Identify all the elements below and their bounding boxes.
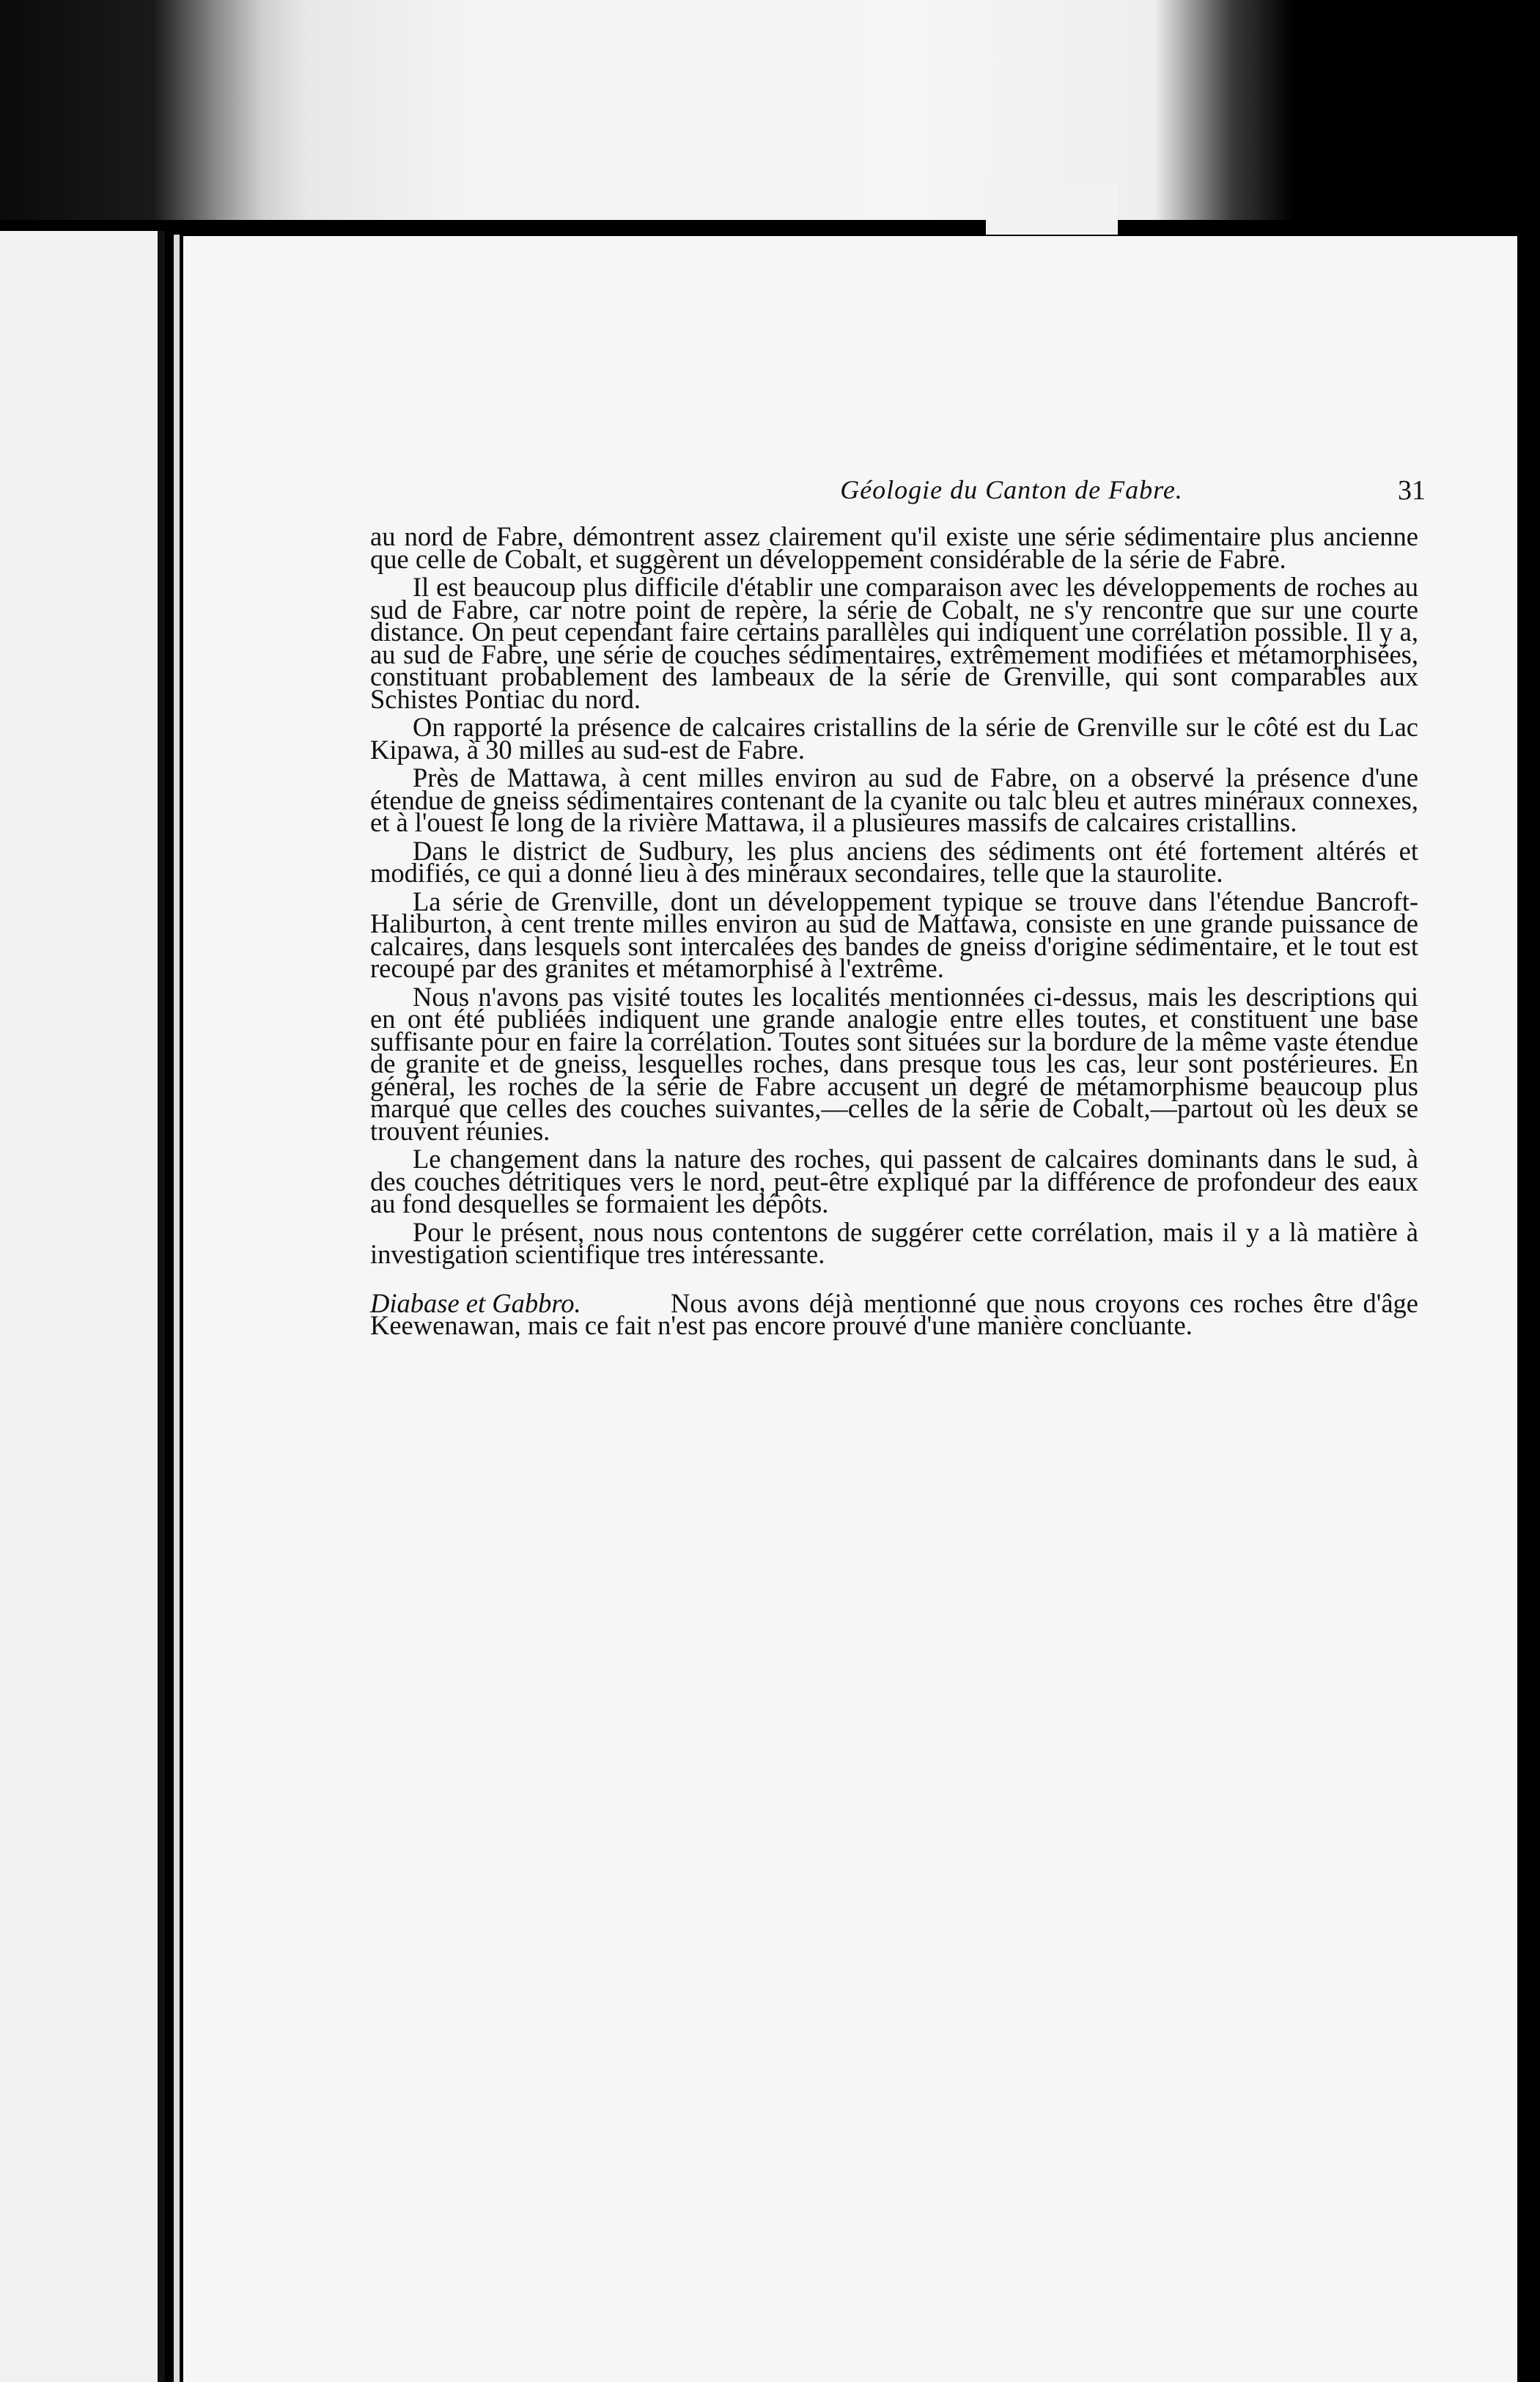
paragraph: On rapporté la présence de calcaires cristallins de la série de Grenville sur le côté est du Lac Kipawa, à 30 milles au sud-est de Fabre. <box>370 712 1418 765</box>
section-paragraph <box>370 1287 1418 1340</box>
paragraph: Il est beaucoup plus difficile d'établir une comparaison avec les développements de roches au sud de Fabre, car notre point de repère, la série de Cobalt, ne s'y rencontre que sur une courte distance. On peut cependant faire certains parallèles qui indiquent une corrélation possible. Il y a, au sud de Fabre, une série de couches sédimentaires, extrêmement modifiées et métamorphisées, constituant probablement des lambeaux de la série de Grenville, qui sont comparables aux Schistes Pontiac du nord. <box>370 572 1418 714</box>
scanner-background <box>0 0 1540 220</box>
book-page <box>183 236 1517 2382</box>
paragraph: La série de Grenville, dont un développement typique se trouve dans l'étendue Bancroft-Haliburton, à cent trente milles environ au sud de Mattawa, consiste en une grande puissance de calcaires, dans lesquels sont intercalées des bandes de gneiss d'origine sédimentaire, et le tout est recoupé par des granites et métamorphisé à l'extrême. <box>370 886 1418 983</box>
body-text <box>370 521 1418 1343</box>
section-side-heading: Diabase et Gabbro. <box>370 1287 581 1318</box>
facing-page-edge <box>0 231 165 2382</box>
paragraph: Pour le présent, nous nous contentons de suggérer cette corrélation, mais il y a là matière à investigation scientifique tres intéressante. <box>370 1216 1418 1269</box>
page-number: 31 <box>1398 475 1426 506</box>
paragraph: au nord de Fabre, démontrent assez clairement qu'il existe une série sédimentaire plus ancienne que celle de Cobalt, et suggèrent un développement considérable de la série de Fabre. <box>370 521 1418 574</box>
paragraph: Le changement dans la nature des roches, qui passent de calcaires dominants dans le sud, à des couches détritiques vers le nord, peut-être expliqué par la différence de profondeur des eaux au fond desquelles se formaient les dépôts. <box>370 1144 1418 1218</box>
running-head: Géologie du Canton de Fabre. <box>840 475 1183 504</box>
paragraph: Près de Mattawa, à cent milles environ au sud de Fabre, on a observé la présence d'une étendue de gneiss sédimentaires contenant de la cyanite ou talc bleu et autres minéraux connexes, et à l'ouest le long de la rivière Mattawa, il a plusieures massifs de calcaires cristallins. <box>370 762 1418 837</box>
paragraph: Dans le district de Sudbury, les plus anciens des sédiments ont été fortement altérés et modifiés, ce qui a donné lieu à des minéraux secondaires, telle que la staurolite. <box>370 835 1418 888</box>
page-tab <box>986 183 1118 235</box>
paragraph: Nous n'avons pas visité toutes les localités mentionnées ci-dessus, mais les descriptions qui en ont été publiées indiquent une grande analogie entre elles toutes, et constituent une base suffisante pour en faire la corrélation. Toutes sont situées sur la bordure de la même vaste étendue de granite et de gneiss, lesquelles roches, dans presque tous les cas, leur sont postérieures. En général, les roches de la série de Fabre accusent un degré de métamorphisme beaucoup plus marqué que celles des couches suivantes,—celles de la série de Cobalt,—partout où les deux se trouvent réunies. <box>370 981 1418 1146</box>
section-paragraph-text: Nous avons déjà mentionné que nous croyons ces roches être d'âge Keewenawan, mais ce fait n'est pas encore prouvé d'une manière concluante. <box>370 1287 1418 1340</box>
page-gutter <box>174 235 180 2382</box>
